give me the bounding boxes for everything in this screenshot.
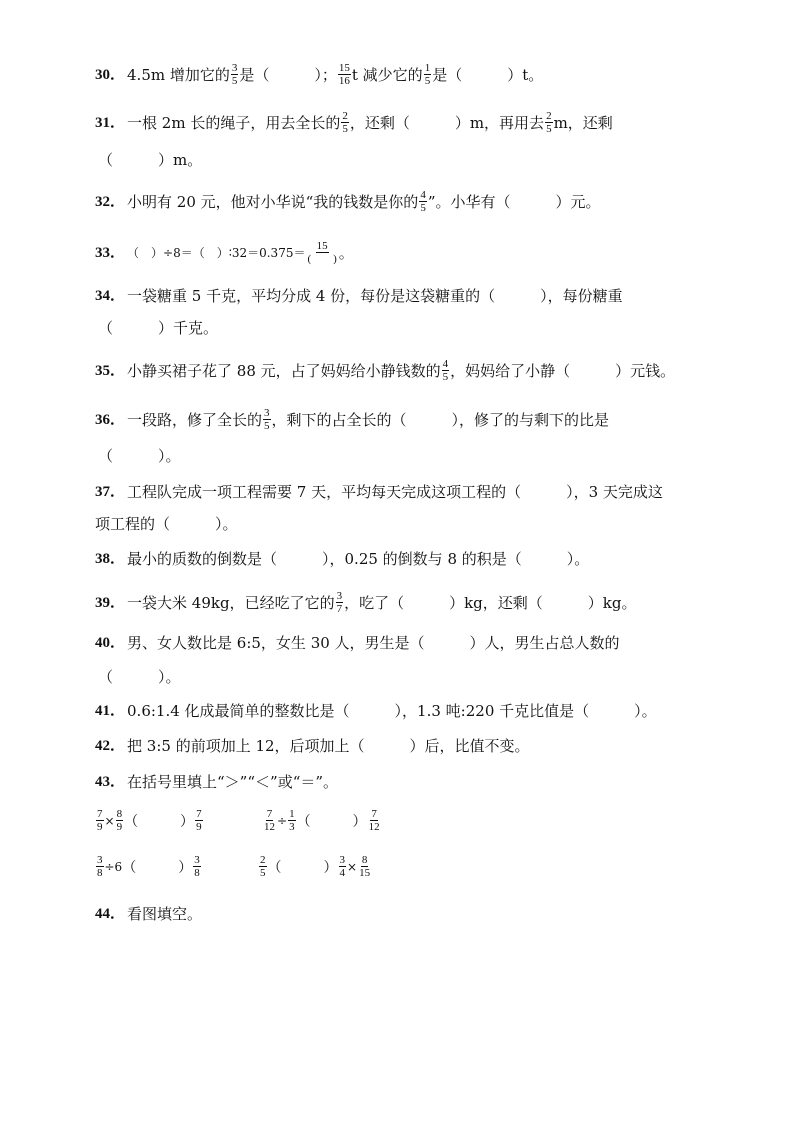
- fraction: $\frac{1}{5}$: [424, 62, 431, 87]
- operator: ×: [104, 813, 115, 828]
- fraction: $\frac{2}{5}$: [546, 110, 552, 135]
- question-text: 最小的质数的倒数是（ ），0.25 的倒数与 8 的积是（ ）。: [127, 550, 590, 568]
- question-text: ∶32＝0.375＝: [228, 245, 306, 260]
- question-text: 一袋糖重 5 千克，平均分成 4 份，每份是这袋糖重的（ ），每份糖重: [127, 287, 623, 305]
- question-number: 31．: [95, 114, 126, 131]
- question-text: 小明有 20 元，他对小华说“我的钱数是你的: [127, 192, 419, 211]
- question-34-line2: [98, 318, 218, 338]
- question-40-line2: [98, 667, 181, 687]
- question-number: 35．: [95, 362, 126, 379]
- question-text: m，还剩: [553, 113, 613, 132]
- question-number: 42．: [95, 738, 126, 754]
- question-text: 把 3:5 的前项加上 12，后项加上（ ）后，比值不变。: [127, 737, 530, 755]
- question-number: 44．: [95, 906, 126, 922]
- question-number: 41．: [95, 703, 126, 719]
- question-text: ，剩下的占全长的（ ），修了的与剩下的比是: [271, 410, 610, 429]
- operator: ×: [347, 859, 358, 874]
- fraction: $\frac{15}{( )}$: [307, 240, 337, 265]
- question-33: [95, 240, 354, 265]
- question-31-line2: [98, 150, 202, 170]
- answer-blank[interactable]: （ ）: [122, 859, 193, 876]
- question-42: [95, 736, 530, 756]
- question-number: 33．: [95, 244, 126, 261]
- question-text: 看图填空。: [127, 905, 203, 923]
- fraction: $\frac{1}{3}$: [289, 808, 295, 833]
- fraction: $\frac{3}{8}$: [97, 854, 103, 879]
- question-text: （ ）m。: [98, 151, 203, 169]
- operator: ÷6: [104, 859, 123, 874]
- question-text: 在括号里填上“＞”“＜”或“＝”。: [127, 773, 339, 791]
- fraction: $\frac{3}{7}$: [336, 590, 343, 615]
- question-text: ，还剩（ ）m，再用去: [349, 113, 545, 132]
- fraction: $\frac{2}{5}$: [342, 110, 348, 135]
- question-37: [95, 482, 663, 502]
- question-number: 40．: [95, 635, 126, 651]
- fraction: $\frac{3}{5}$: [231, 62, 238, 87]
- question-text: 是（ ）t。: [432, 65, 544, 84]
- question-number: 38．: [95, 551, 126, 567]
- operator: ÷: [277, 813, 288, 828]
- comparison-3: [95, 854, 202, 879]
- fraction: $\frac{7}{12}$: [264, 808, 275, 833]
- question-44: [95, 904, 202, 924]
- question-41: [95, 701, 657, 721]
- question-text: （ ）。: [98, 447, 181, 465]
- fraction: $\frac{7}{9}$: [97, 808, 103, 833]
- question-text: ，吃了（ ）kg，还剩（ ）kg。: [344, 593, 637, 612]
- question-36-line2: [98, 446, 181, 466]
- question-text: 男、女人数比是 6:5，女生 30 人，男生是（ ）人，男生占总人数的: [127, 634, 620, 652]
- question-text: 小静买裙子花了 88 元，占了妈妈给小静钱数的: [127, 361, 441, 380]
- fraction: $\frac{2}{5}$: [260, 854, 266, 879]
- question-43: [95, 772, 338, 792]
- question-38: [95, 549, 589, 569]
- fraction: $\frac{4}{5}$: [442, 358, 449, 383]
- question-text: 一袋大米 49kg，已经吃了它的: [127, 593, 335, 612]
- fraction: $\frac{15}{16}$: [338, 62, 350, 87]
- fraction: $\frac{3}{5}$: [264, 407, 270, 432]
- question-39: [95, 590, 636, 615]
- question-number: 39．: [95, 594, 126, 611]
- comparison-1: [95, 808, 204, 833]
- question-text: 一根 2m 长的绳子，用去全长的: [127, 113, 341, 132]
- fraction: $\frac{8}{9}$: [116, 808, 123, 833]
- question-text: 项工程的（ ）。: [95, 515, 238, 533]
- question-number: 36．: [95, 411, 126, 428]
- question-text: 0.6:1.4 化成最简单的整数比是（ ），1.3 吨:220 千克比值是（ ）。: [127, 702, 657, 720]
- question-35: [95, 358, 675, 383]
- question-text: （ ）÷8＝（ ）: [127, 245, 229, 260]
- question-text: 工程队完成一项工程需要 7 天，平均每天完成这项工程的（ ），3 天完成这: [127, 483, 663, 501]
- question-number: 32．: [95, 193, 126, 210]
- answer-blank[interactable]: （ ）: [267, 859, 338, 876]
- question-text: 4.5m 增加它的: [127, 65, 230, 84]
- question-36: [95, 407, 609, 432]
- question-text: （ ）。: [98, 668, 181, 686]
- answer-blank[interactable]: （ ）: [296, 813, 367, 830]
- question-37-line2: [95, 514, 238, 534]
- fraction: $\frac{3}{4}$: [339, 854, 345, 879]
- fraction: $\frac{3}{8}$: [194, 854, 200, 879]
- question-text: t 减少它的: [351, 65, 423, 84]
- question-34: [95, 286, 623, 306]
- question-32: [95, 189, 600, 214]
- question-31: [95, 110, 613, 135]
- comparison-2: [262, 808, 382, 833]
- question-number: 34．: [95, 288, 126, 304]
- question-30: [95, 62, 543, 87]
- fraction: $\frac{8}{15}$: [359, 854, 371, 879]
- question-text: （ ）千克。: [98, 319, 219, 337]
- fraction: $\frac{7}{9}$: [196, 808, 202, 833]
- answer-blank[interactable]: （ ）: [124, 813, 195, 830]
- question-text: 。: [338, 243, 354, 262]
- question-text: ”。小华有（ ）元。: [427, 192, 601, 211]
- question-40: [95, 633, 620, 653]
- question-text: ，妈妈给了小静（ ）元钱。: [450, 361, 676, 380]
- question-number: 43．: [95, 774, 126, 790]
- comparison-4: [258, 854, 372, 879]
- question-number: 37．: [95, 484, 126, 500]
- question-number: 30．: [95, 66, 126, 83]
- question-text: 一段路，修了全长的: [127, 410, 263, 429]
- fraction: $\frac{7}{12}$: [368, 808, 380, 833]
- fraction: $\frac{4}{5}$: [420, 189, 426, 214]
- question-text: 是（ ）；: [239, 65, 337, 84]
